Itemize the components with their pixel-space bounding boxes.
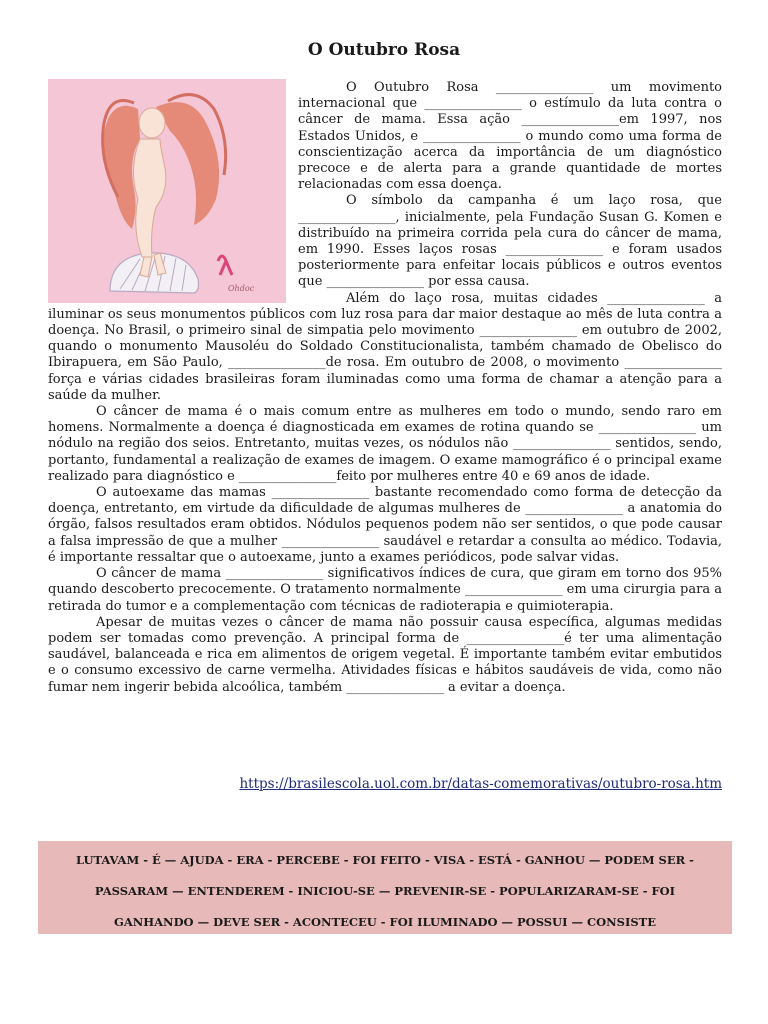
word-bank [38,841,732,934]
word-bank-line: GANHANDO — DEVE SER - ACONTECEU - FOI ILUMINADO — POSSUI — CONSISTE [114,915,656,929]
page-title: O Outubro Rosa [307,40,461,60]
paragraph-2: O símbolo da campanha é um laço rosa, que _______________, inicialmente, pela Fundação Susan G. Komen e distribuído na primeira corrida pela cura do câncer de mama, em 1990. Esses laços rosas _______________ e foram usados posteriormente para enfeitar locais públicos e outros eventos que _______________ por essa causa. [298,193,722,290]
word-bank-line: LUTAVAM - É — AJUDA - ERA - PERCEBE - FOI FEITO - VISA - ESTÁ - GANHOU — PODEM SER - [76,853,694,867]
paragraph-3: Além do laço rosa, muitas cidades _______________ a iluminar os seus monumentos públicos com luz rosa para dar maior destaque ao mês de luta contra a doença. No Brasil, o primeiro sinal de simpatia pelo movimento _______________ em outubro de 2002, quando o monumento Mausoléu do Soldado Constitucionalista, também chamado de Obelisco do Ibirapuera, em São Paulo, _______________de rosa. Em outubro de 2008, o movimento _______________ força e várias cidades brasileiras foram iluminadas como uma forma de chamar a atenção para a saúde da mulher. [48,290,722,403]
paragraph-1: O Outubro Rosa _______________ um movimento internacional que _______________ o estímulo da luta contra o câncer de mama. Essa ação _______________em 1997, nos Estados Unidos, e _______________ o mundo como uma forma de conscientização acerca da importância de um diagnóstico precoce e de alerta para a grande quantidade de mortes relacionadas com essa doença. [298,80,722,193]
figure-spacer [48,80,298,306]
paragraph-7: Apesar de muitas vezes o câncer de mama não possuir causa específica, algumas medidas podem ser tomadas como prevenção. A principal forma de _______________é ter uma alimentação saudável, balanceada e rica em alimentos de origem vegetal. É importante também evitar embutidos e o consumo excessivo de carne vermelha. Atividades físicas e hábitos saudáveis de vida, como não fumar nem ingerir bebida alcoólica, também _______________ a evitar a doença. [48,614,722,695]
word-bank-line: PASSARAM — ENTENDEREM - INICIOU-SE — PREVENIR-SE - POPULARIZARAM-SE - FOI [94,884,676,898]
paragraph-4: O câncer de mama é o mais comum entre as mulheres em todo o mundo, sendo raro em homens. Normalmente a doença é diagnosticada em exames de rotina quando se _______________ um nódulo na região dos seios. Entretanto, muitas vezes, os nódulos não _______________ sentidos, sendo, portanto, fundamental a realização de exames de imagem. O exame mamográfico é o principal exame realizado para diagnóstico e _______________feito por mulheres entre 40 e 69 anos de idade. [48,404,722,484]
article-body [48,80,722,696]
paragraph-6: O câncer de mama _______________ significativos índices de cura, que giram em torno dos 95% quando descoberto precocemente. O tratamento normalmente _______________ em uma cirurgia para a retirada do tumor e a complementação com técnicas de radioterapia e quimioterapia. [48,566,722,614]
source-link[interactable]: https://brasilescola.uol.com.br/datas-comemorativas/outubro-rosa.htm [239,776,722,792]
paragraph-5: O autoexame das mamas _______________ bastante recomendado como forma de detecção da doença, entretanto, em virtude da dificuldade de algumas mulheres de _______________ a anatomia do órgão, falsos resultados eram obtidos. Nódulos pequenos podem não ser sentidos, o que pode causar a falsa impressão de que a mulher _______________ saudável e retardar a consulta ao médico. Todavia, é importante ressaltar que o autoexame, junto a exames periódicos, pode salvar vidas. [48,485,722,565]
svg-text:Ohdoc: Ohdoc [228,284,255,293]
